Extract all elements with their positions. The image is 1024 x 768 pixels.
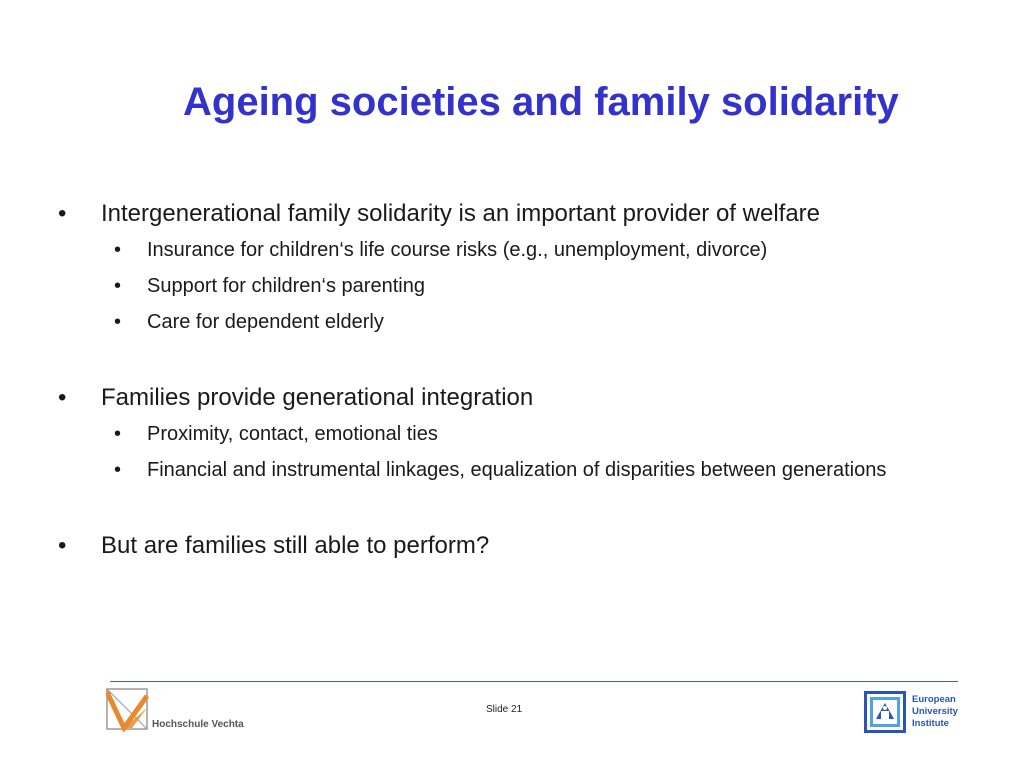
- sub-bullet-text: Care for dependent elderly: [147, 311, 384, 333]
- eui-seal-icon: [864, 691, 906, 733]
- eui-logo: [864, 691, 974, 735]
- hochschule-vechta-label: Hochschule Vechta: [152, 719, 244, 730]
- slide-title: Ageing societies and family solidarity: [183, 80, 899, 124]
- sub-bullet-text: Financial and instrumental linkages, equalization of disparities between generations: [147, 459, 887, 481]
- bullet-item: [56, 380, 976, 416]
- hochschule-vechta-logo: [106, 688, 256, 736]
- sub-bullet-glyph: •: [114, 311, 122, 333]
- bullet-glyph: •: [58, 532, 67, 559]
- bullet-group-integration: [56, 380, 976, 488]
- bullet-text: But are families still able to perform?: [101, 532, 490, 559]
- eui-line-university: University: [912, 706, 958, 717]
- bullet-text: Families provide generational integration: [101, 384, 534, 411]
- sub-bullet-item: [56, 232, 976, 268]
- sub-bullet-glyph: •: [114, 423, 122, 445]
- eui-line-institute: Institute: [912, 718, 949, 729]
- bullet-text: Intergenerational family solidarity is an important provider of welfare: [101, 200, 821, 227]
- bullet-item: [56, 196, 976, 232]
- slide-number: Slide 21: [486, 704, 523, 715]
- sub-bullet-item: [56, 416, 976, 452]
- sub-bullet-glyph: •: [114, 275, 122, 297]
- bullet-group-question: [56, 528, 976, 564]
- bullet-group-welfare: [56, 196, 976, 340]
- bullet-glyph: •: [58, 384, 67, 411]
- footer-divider: [110, 681, 958, 682]
- bullet-item: [56, 528, 976, 564]
- bullet-glyph: •: [58, 200, 67, 227]
- sub-bullet-item: [56, 268, 976, 304]
- sub-bullet-text: Proximity, contact, emotional ties: [147, 423, 438, 445]
- sub-bullet-item: [56, 452, 976, 488]
- sub-bullet-glyph: •: [114, 459, 122, 481]
- sub-bullet-text: Support for children‘s parenting: [147, 275, 425, 297]
- eui-line-european: European: [912, 694, 956, 705]
- eui-logo-text: [912, 694, 958, 730]
- sub-bullet-text: Insurance for children‘s life course risks (e.g., unemployment, divorce): [147, 239, 768, 261]
- sub-bullet-item: [56, 304, 976, 340]
- bullet-list: [56, 196, 976, 564]
- sub-bullet-glyph: •: [114, 239, 122, 261]
- hochschule-vechta-logo-icon: [106, 688, 150, 732]
